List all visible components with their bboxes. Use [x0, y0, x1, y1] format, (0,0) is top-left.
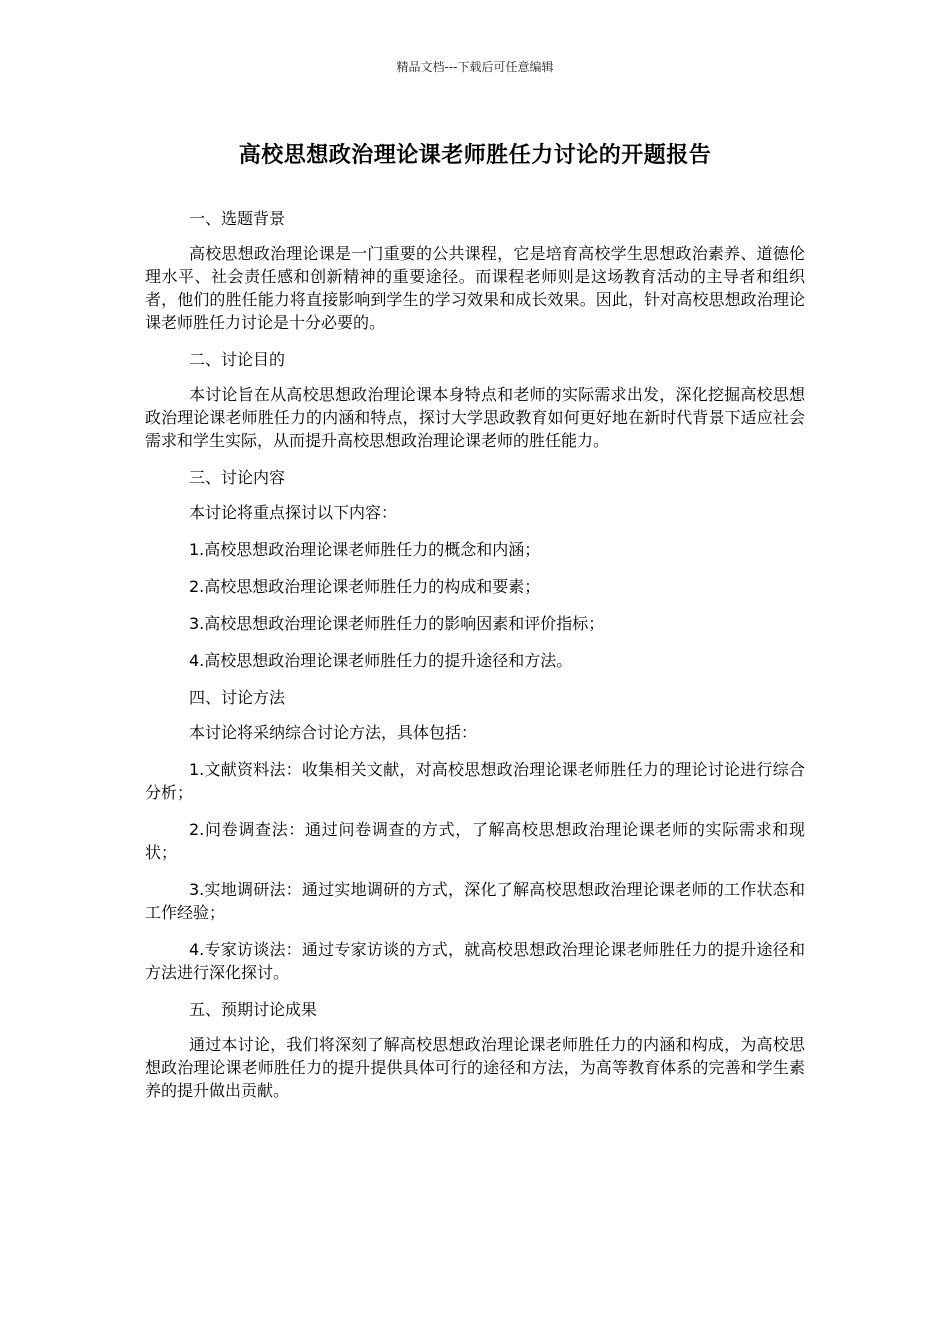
- paragraph-outcomes: 通过本讨论，我们将深刻了解高校思想政治理论课老师胜任力的内涵和构成，为高校思想政治理论课老师胜任力的提升提供具体可行的途径和方法，为高等教育体系的完善和学生素养的提升做出贡献。: [145, 1035, 805, 1100]
- section-heading-background: 一、选题背景: [189, 209, 286, 228]
- list-item: 2.高校思想政治理论课老师胜任力的构成和要素；: [189, 577, 541, 596]
- list-item: 3.高校思想政治理论课老师胜任力的影响因素和评价指标；: [189, 614, 605, 633]
- section-heading-content: 三、讨论内容: [189, 468, 286, 487]
- list-item: 1.高校思想政治理论课老师胜任力的概念和内涵；: [189, 540, 541, 559]
- document-body: [145, 207, 805, 1116]
- list-item: 4.专家访谈法：通过专家访谈的方式，就高校思想政治理论课老师胜任力的提升途径和方法进行深化探讨。: [145, 940, 805, 982]
- list-item: 1.文献资料法：收集相关文献，对高校思想政治理论课老师胜任力的理论讨论进行综合分析；: [145, 760, 805, 802]
- paragraph-methods-intro: 本讨论将采纳综合讨论方法，具体包括：: [189, 723, 478, 742]
- section-heading-methods: 四、讨论方法: [189, 688, 286, 707]
- document-title: 高校思想政治理论课老师胜任力讨论的开题报告: [238, 143, 712, 168]
- section-heading-purpose: 二、讨论目的: [189, 350, 286, 369]
- paragraph-background: 高校思想政治理论课是一门重要的公共课程，它是培育高校学生思想政治素养、道德伦理水平、社会责任感和创新精神的重要途径。而课程老师则是这场教育活动的主导者和组织者，他们的胜任能力将直接影响到学生的学习效果和成长效果。因此，针对高校思想政治理论课老师胜任力讨论是十分必要的。: [145, 244, 805, 332]
- list-item: 4.高校思想政治理论课老师胜任力的提升途径和方法。: [189, 651, 573, 670]
- header-note: 精品文档---下载后可任意编辑: [396, 60, 554, 74]
- list-item: 3.实地调研法：通过实地调研的方式，深化了解高校思想政治理论课老师的工作状态和工作经验；: [145, 880, 805, 922]
- paragraph-content-intro: 本讨论将重点探讨以下内容：: [189, 503, 398, 522]
- list-item: 2.问卷调查法：通过问卷调查的方式，了解高校思想政治理论课老师的实际需求和现状；: [145, 820, 805, 862]
- section-heading-outcomes: 五、预期讨论成果: [189, 1000, 318, 1019]
- paragraph-purpose: 本讨论旨在从高校思想政治理论课本身特点和老师的实际需求出发，深化挖掘高校思想政治理论课老师胜任力的内涵和特点，探讨大学思政教育如何更好地在新时代背景下适应社会需求和学生实际，从而提升高校思想政治理论课老师的胜任能力。: [145, 385, 805, 450]
